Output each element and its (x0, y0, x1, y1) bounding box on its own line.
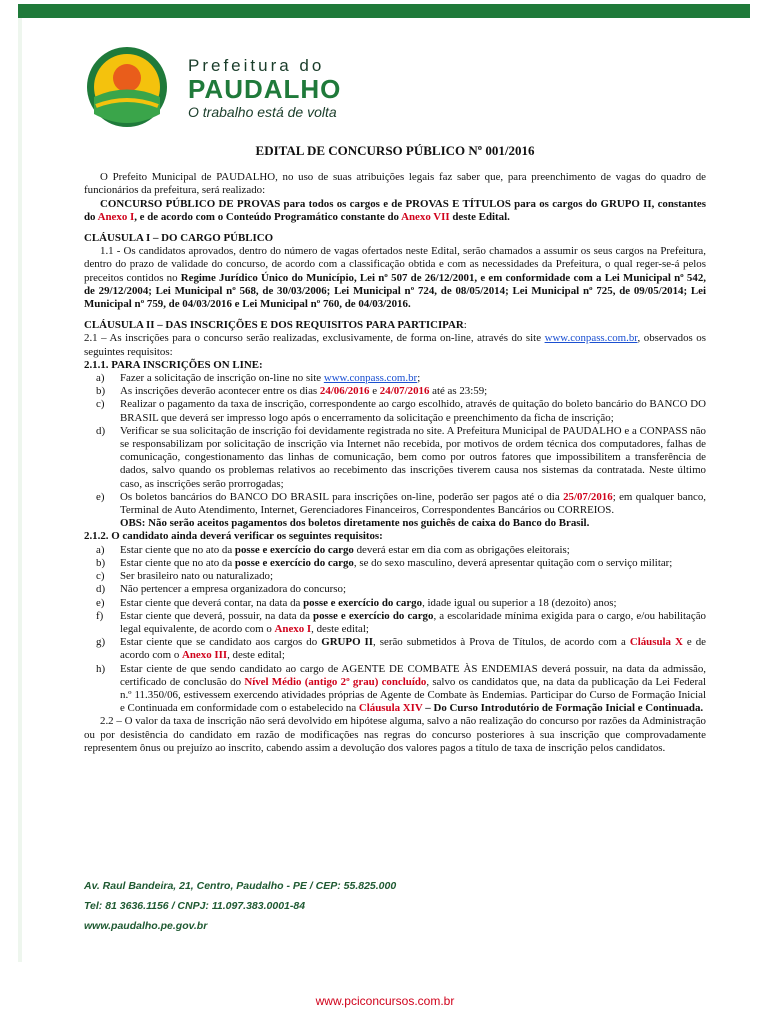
list-item (84, 570, 706, 583)
text-run: As inscrições deverão acontecer entre os dias (120, 385, 320, 398)
text-run: deverá estar em dia com as obrigações eleitorais; (353, 543, 570, 556)
list-text (120, 597, 706, 610)
concurso-paragraph (84, 198, 706, 224)
list-letter: b) (96, 556, 106, 569)
list-item (84, 597, 706, 610)
list-text (120, 491, 706, 517)
intro-paragraph: O Prefeito Municipal de PAUDALHO, no uso de suas atribuições legais faz saber que, para preenchimento de vagas do quadro de funcionários da prefeitura, será realizado: (84, 171, 706, 197)
list-letter: a) (96, 543, 105, 556)
text-run: 25/07/2016 (563, 490, 613, 503)
clausula-1-text-a: 1.1 - Os candidatos aprovados, dentro do número de vagas ofertados neste Edital, serão chamados a assumir os seus cargos na Prefeitura, dentro do prazo de validade do concurso, de acordo com a classificação obtida e com as necessidades da Prefeitura, o qual reger-se-á pelos preceitos contidos no (84, 245, 706, 284)
text-run: Estar ciente de que sendo candidato ao cargo de AGENTE DE COMBATE ÀS ENDEMIAS deverá possuir, na data da admissão, certificado de conclusão do (120, 662, 706, 688)
footer-address: Av. Raul Bandeira, 21, Centro, Paudalho - PE / CEP: 55.825.000 (84, 880, 397, 892)
text-run: Estar ciente que no ato da (120, 543, 235, 556)
concurso-text: deste Edital. (449, 210, 510, 223)
text-run: Os boletos bancários do BANCO DO BRASIL para inscrições on-line, poderão ser pagos até o dia (120, 490, 564, 503)
list-item (84, 610, 706, 636)
list-letter: a) (96, 372, 105, 385)
text-run: posse e exercício do cargo (234, 543, 354, 556)
text-run: 24/07/2016 (379, 385, 430, 398)
clausula-2-title: CLÁUSULA II – DAS INSCRIÇÕES E DOS REQUISITOS PARA PARTICIPAR (84, 319, 464, 332)
text-run: , serão submetidos à Prova de Títulos, de acordo com a (373, 636, 630, 649)
list-text (120, 570, 706, 583)
text-run: Ser brasileiro nato ou naturalizado; (120, 570, 274, 583)
prefeitura-logo (80, 42, 380, 132)
text-run: e (369, 385, 380, 398)
section-212-title: 2.1.2. O candidato ainda deverá verificar os seguintes requisitos: (84, 530, 383, 543)
text-run: posse e exercício do cargo (234, 556, 354, 569)
footer-website[interactable]: www.paudalho.pe.gov.br (84, 920, 208, 932)
obs-note: OBS: Não serão aceitos pagamentos dos boletos diretamente nos guichês de caixa do Banco do Brasil. (120, 517, 590, 530)
clausula-2-text-a: 2.1 – As inscrições para o concurso serão realizadas, exclusivamente, de forma on-line, através do site (84, 332, 545, 345)
list-text (120, 636, 706, 662)
list-text (120, 544, 706, 557)
list-text (120, 583, 706, 596)
text-run: , deste edital; (227, 649, 285, 662)
clausula-2-text-b: , observados os seguintes requisitos: (84, 332, 706, 358)
list-item (84, 372, 706, 385)
concurso-text: , e de acordo com o Conteúdo Programático constante do (134, 210, 402, 223)
list-item (84, 557, 706, 570)
text-run: Realizar o pagamento da taxa de inscrição, correspondente ao cargo escolhido, através de quitação do boleto bancário do BANCO DO BRASIL que deverá ser impresso logo após o encerramento da solicitação e preenchimento da ficha de inscrição; (120, 398, 706, 424)
text-run: , a escolaridade mínima exigida para o cargo, e/ou habilitação legal equivalente, de acordo com o (120, 609, 706, 635)
text-run: 24/06/2016 (319, 385, 370, 398)
text-run: e de acordo com o (120, 636, 707, 662)
text-run: Estar ciente que deverá contar, na data da (120, 596, 304, 609)
left-border (18, 18, 22, 962)
text-run: posse e exercício do cargo (313, 609, 434, 622)
clausula-1-title: CLÁUSULA I – DO CARGO PÚBLICO (84, 232, 274, 245)
text-run: posse e exercício do cargo (303, 596, 423, 609)
text-run: Estar ciente que deverá, possuir, na data da (120, 609, 314, 622)
list-letter: f) (96, 609, 104, 622)
text-run: Anexo III (182, 649, 228, 662)
list-letter: b) (96, 385, 106, 398)
text-run: , idade igual ou superior a 18 (dezoito) anos; (422, 596, 617, 609)
anexo-vii-ref: Anexo VII (401, 210, 450, 223)
text-run: – Do Curso Introdutório de Formação Inicial e Continuada. (422, 702, 704, 715)
text-run: ; (417, 372, 421, 385)
concurso-text: CONCURSO PÚBLICO DE PROVAS para todos os cargos e de PROVAS E TÍTULOS para os cargos do GRUPO II, constantes do (84, 197, 706, 223)
text-run: Estar ciente que se candidato aos cargos do (120, 636, 322, 649)
conpass-link[interactable]: www.conpass.com.br (323, 372, 418, 385)
list-letter: c) (96, 570, 105, 583)
list-item (84, 544, 706, 557)
list-item (84, 636, 706, 662)
text-run: ; em qualquer banco, Terminal de Auto Atendimento, Internet, Gerenciadores Financeiros, Correspondentes Bancários ou CORREIOS. (120, 490, 707, 517)
text-run: Não pertencer a empresa organizadora do concurso; (120, 583, 346, 596)
header-bar (18, 4, 750, 18)
clausula-2-heading (84, 319, 706, 332)
sun-field-icon (80, 42, 180, 132)
list-item (84, 398, 706, 424)
section-212-list (84, 544, 706, 716)
clausula-2-text (84, 332, 706, 358)
logo-line2: PAUDALHO (188, 74, 342, 104)
list-letter: h) (96, 662, 106, 675)
list-item (84, 491, 706, 517)
list-item (84, 663, 706, 716)
list-text (120, 663, 706, 716)
list-letter: e) (96, 490, 105, 503)
list-text (120, 557, 706, 570)
paragraph-22: 2.2 – O valor da taxa de inscrição não será devolvido em hipótese alguma, salvo a não realização do concurso por razões da Administração ou por desistência do candidato em razão de modificações nas regras do concurso posteriores à sua inscrição que comprovadamente representem ônus ou prejuízo ao inscrito, cabendo assim a devolução dos valores pagos a título de taxa de inscrição pelos candidatos. (84, 715, 706, 754)
text-run: Nível Médio (antigo 2º grau) concluído (244, 675, 427, 688)
text-run: Verificar se sua solicitação de inscrição foi devidamente registrada no site. A Prefeitura Municipal de PAUDALHO e a CONPASS não se responsabilizam por solicitação de inscrição via Internet não recebida, por motivos de ordem técnica dos computadores, falhas de comunicação, congestionamento das linhas de comunicação, bem como por outros fatores que impossibilitem a transferência de dados, salvo quando os problemas relativos ao recebimento das inscrições tiverem causa nos sistemas da contratada. Neste último caso, as inscrições serão prorrogadas; (120, 424, 706, 490)
clausula-1-text (84, 245, 706, 311)
list-item (84, 425, 706, 491)
anexo-i-ref: Anexo I (97, 210, 135, 223)
list-text (120, 425, 706, 491)
watermark-url[interactable]: www.pciconcursos.com.br (315, 994, 455, 1008)
list-item (84, 385, 706, 398)
list-letter: d) (96, 424, 106, 437)
text-run: Fazer a solicitação de inscrição on-line no site (120, 372, 324, 385)
logo-slogan: O trabalho está de volta (188, 104, 337, 120)
list-letter: c) (96, 398, 105, 411)
text-run: Anexo I (274, 622, 312, 635)
list-item (84, 583, 706, 596)
text-run: , deste edital; (311, 622, 369, 635)
logo-line1: Prefeitura do (188, 56, 325, 75)
text-run: Cláusula XIV (358, 702, 423, 715)
footer-contact (84, 876, 396, 936)
section-211-title: 2.1.1. PARA INSCRIÇÕES ON LINE: (84, 358, 263, 371)
list-text (120, 398, 706, 424)
colon: : (463, 319, 467, 332)
conpass-link[interactable]: www.conpass.com.br (544, 332, 638, 345)
text-run: Cláusula X (629, 636, 683, 649)
list-text (120, 610, 706, 636)
clausula-1-text-b: Regime Jurídico Único do Município, Lei nº 507 de 26/12/2001, e em conformidade com a Lei Municipal nº 542, de 29/12/2004; Lei Municipal nº 568, de 30/03/2006; Lei Municipal nº 724, de 08/05/2014; Lei Municipal nº 725, de 09/05/2014; Lei Municipal nº 759, de 04/03/2016 e Lei Municipal nº 760, de 04/03/2016. (84, 271, 706, 311)
text-run: GRUPO II (321, 636, 374, 649)
page-title: EDITAL DE CONCURSO PÚBLICO Nº 001/2016 (255, 143, 535, 158)
list-text (120, 385, 706, 398)
edital-document (84, 144, 706, 755)
list-letter: d) (96, 583, 106, 596)
list-letter: e) (96, 596, 105, 609)
text-run: , salvo os candidatos que, na data da publicação da Lei Federal n.º 11.350/06, estivessem exercendo atividades próprias de Agente de Combate às Endemias. Participar do Curso de Formação Inicial e Continuada em conformidade com o estabelecido na (120, 675, 706, 715)
footer-phone: Tel: 81 3636.1156 / CNPJ: 11.097.383.0001-84 (84, 900, 306, 912)
text-run: , se do sexo masculino, deverá apresentar quitação com o serviço militar; (353, 556, 673, 569)
list-text (120, 372, 706, 385)
text-run: Estar ciente que no ato da (120, 556, 235, 569)
text-run: até as 23:59; (429, 385, 488, 398)
list-letter: g) (96, 636, 106, 649)
section-211-list (84, 372, 706, 517)
